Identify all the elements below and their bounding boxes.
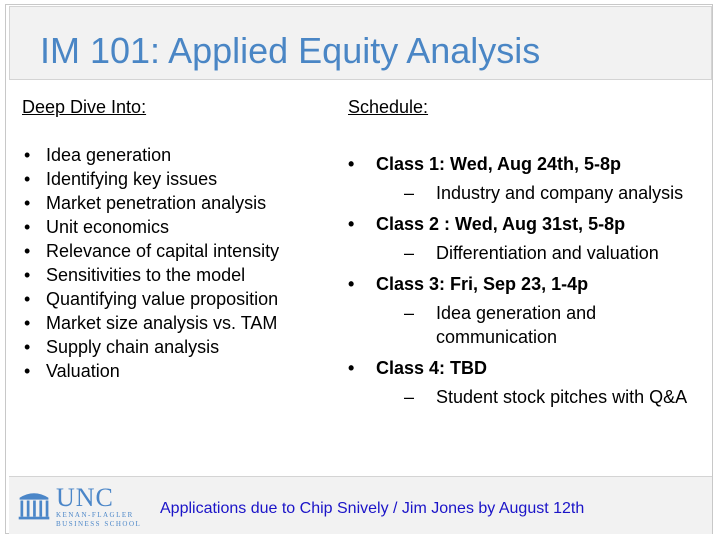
list-item-text: Market size analysis vs. TAM bbox=[46, 313, 278, 333]
schedule-class-1 bbox=[348, 152, 687, 205]
right-heading: Schedule: bbox=[348, 97, 429, 117]
class-topic-text: Idea generation and communication bbox=[436, 303, 597, 347]
class-topic-text: Industry and company analysis bbox=[436, 183, 684, 203]
list-item bbox=[24, 263, 279, 287]
list-item-text: Sensitivities to the model bbox=[46, 265, 246, 285]
bullet-icon: • bbox=[24, 265, 31, 285]
schedule-class-3 bbox=[348, 272, 687, 349]
dash-icon: – bbox=[404, 183, 415, 203]
old-well-logo-icon bbox=[16, 486, 52, 524]
list-item-text: Relevance of capital intensity bbox=[46, 241, 280, 261]
bullet-icon: • bbox=[24, 289, 31, 309]
bullet-icon: • bbox=[24, 169, 31, 189]
bullet-icon: • bbox=[24, 313, 31, 333]
bullet-icon: • bbox=[24, 193, 31, 213]
dash-icon: – bbox=[404, 387, 415, 407]
list-item bbox=[24, 143, 279, 167]
dash-icon: – bbox=[404, 243, 415, 263]
logo-subtitle-1: KENAN-FLAGLER bbox=[56, 511, 134, 519]
list-item bbox=[24, 311, 279, 335]
class-label: Class 2 : Wed, Aug 31st, 5-8p bbox=[376, 214, 626, 234]
schedule-class-4 bbox=[348, 356, 687, 409]
class-topic bbox=[404, 181, 687, 205]
class-label: Class 1: Wed, Aug 24th, 5-8p bbox=[376, 154, 622, 174]
deep-dive-list bbox=[24, 143, 279, 383]
left-heading: Deep Dive Into: bbox=[22, 97, 147, 117]
bullet-icon: • bbox=[348, 274, 355, 294]
class-topic bbox=[404, 241, 687, 265]
schedule-list bbox=[348, 152, 687, 409]
list-item-text: Valuation bbox=[46, 361, 120, 381]
school-logo bbox=[56, 485, 141, 529]
bullet-icon: • bbox=[24, 241, 31, 261]
bullet-icon: • bbox=[24, 361, 31, 381]
list-item-text: Identifying key issues bbox=[46, 169, 218, 189]
class-topic-text: Differentiation and valuation bbox=[436, 243, 659, 263]
list-item bbox=[24, 335, 279, 359]
bullet-icon: • bbox=[348, 214, 355, 234]
schedule-class-2 bbox=[348, 212, 687, 265]
list-item bbox=[24, 191, 279, 215]
list-item bbox=[24, 167, 279, 191]
list-item-text: Idea generation bbox=[46, 145, 172, 165]
class-topics bbox=[376, 181, 687, 205]
class-topics bbox=[376, 301, 687, 349]
list-item bbox=[24, 215, 279, 239]
list-item bbox=[24, 239, 279, 263]
bullet-icon: • bbox=[24, 217, 31, 237]
class-topics bbox=[376, 241, 687, 265]
list-item bbox=[24, 359, 279, 383]
class-label: Class 3: Fri, Sep 23, 1-4p bbox=[376, 274, 589, 294]
bullet-icon: • bbox=[348, 154, 355, 174]
list-item-text: Market penetration analysis bbox=[46, 193, 267, 213]
list-item-text: Quantifying value proposition bbox=[46, 289, 279, 309]
list-item bbox=[24, 287, 279, 311]
class-label: Class 4: TBD bbox=[376, 358, 488, 378]
class-topic bbox=[404, 385, 687, 409]
bullet-icon: • bbox=[24, 145, 31, 165]
logo-subtitle-2: BUSINESS SCHOOL bbox=[56, 520, 142, 528]
class-topics bbox=[376, 385, 687, 409]
bullet-icon: • bbox=[24, 337, 31, 357]
bullet-icon: • bbox=[348, 358, 355, 378]
dash-icon: – bbox=[404, 303, 415, 323]
list-item-text: Unit economics bbox=[46, 217, 170, 237]
application-deadline-note: Applications due to Chip Snively / Jim Jones by August 12th bbox=[160, 500, 585, 517]
list-item-text: Supply chain analysis bbox=[46, 337, 220, 357]
slide-title: IM 101: Applied Equity Analysis bbox=[40, 30, 541, 71]
logo-name: UNC bbox=[56, 483, 114, 512]
class-topic-text: Student stock pitches with Q&A bbox=[436, 387, 688, 407]
class-topic bbox=[404, 301, 646, 349]
